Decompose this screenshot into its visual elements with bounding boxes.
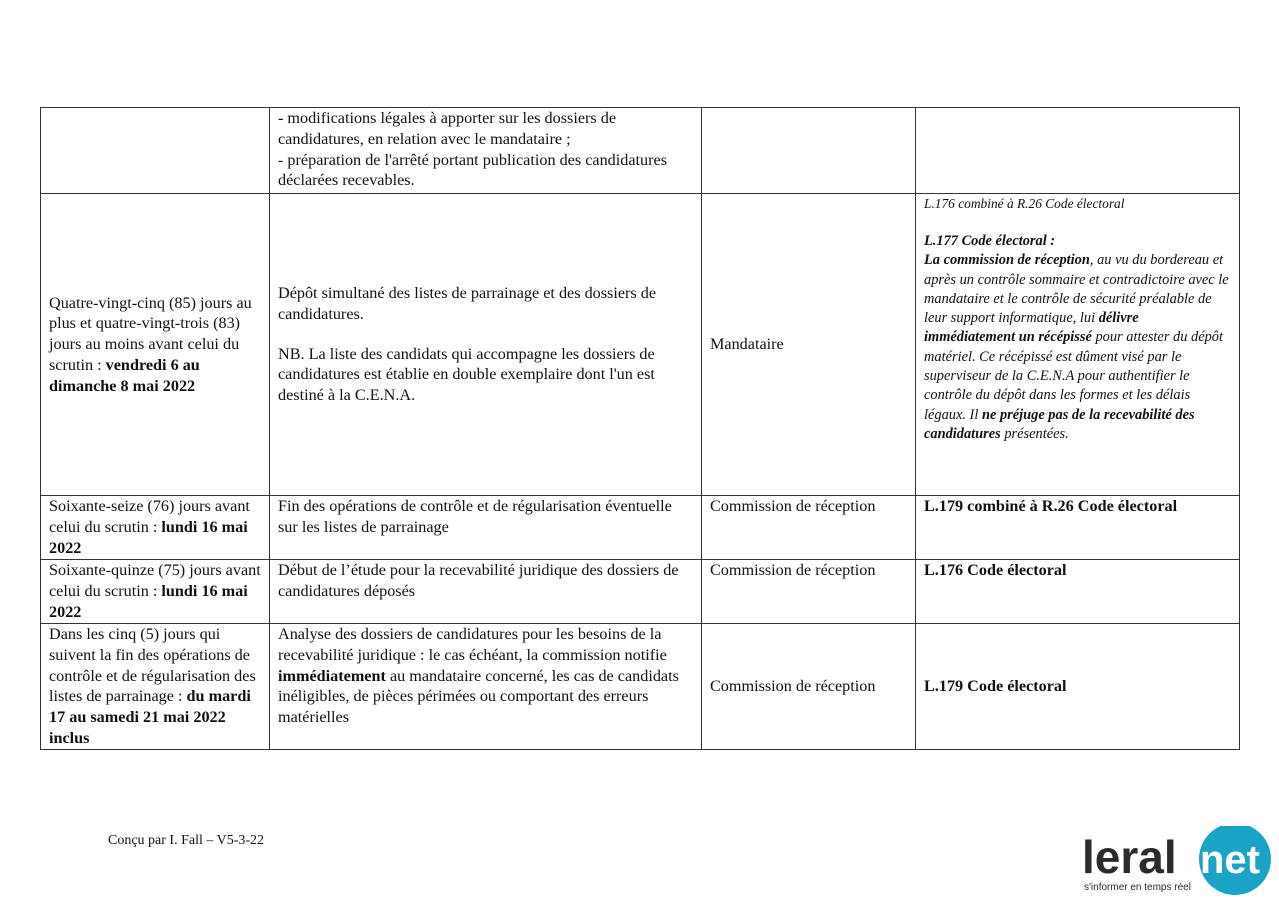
legal-cell: L.179 combiné à R.26 Code électoral	[916, 496, 1240, 560]
leralnet-logo	[1080, 826, 1276, 896]
table-row	[41, 496, 1240, 560]
schedule-table	[40, 107, 1240, 750]
operation-cell	[270, 194, 702, 496]
date-cell: Soixante-seize (76) jours avant celui du scrutin : lundi 16 mai 2022	[41, 496, 270, 560]
table-row	[41, 624, 1240, 750]
legal-cell	[916, 108, 1240, 194]
actor-cell: Commission de réception	[702, 624, 916, 750]
date-cell: Quatre-vingt-cinq (85) jours au plus et quatre-vingt-trois (83) jours au moins avant celui du scrutin : vendredi 6 au dimanche 8 mai 2022	[41, 194, 270, 496]
date-cell: Soixante-quinze (75) jours avant celui du scrutin : lundi 16 mai 2022	[41, 560, 270, 624]
date-cell	[41, 108, 270, 194]
logo-tagline: s'informer en temps réel	[1084, 882, 1191, 893]
operation-cell: Fin des opérations de contrôle et de régularisation éventuelle sur les listes de parrainage	[270, 496, 702, 560]
operation-cell	[270, 108, 702, 194]
legal-reference: L.176 combiné à R.26 Code électoral	[924, 196, 1125, 211]
table-row	[41, 194, 1240, 496]
operation-paragraph: Dépôt simultané des listes de parrainage et des dossiers de candidatures.	[278, 284, 657, 323]
operation-note: NB. La liste des candidats qui accompagne les dossiers de candidatures est établie en double exemplaire dont l'un est destiné à la C.E.N.A.	[278, 344, 655, 405]
date-cell: Dans les cinq (5) jours qui suivent la fin des opérations de contrôle et de régularisation des listes de parrainage : du mardi 17 au samedi 21 mai 2022 inclus	[41, 624, 270, 750]
operation-cell: Analyse des dossiers de candidatures pour les besoins de la recevabilité juridique : le cas échéant, la commission notifie immédiatement au mandataire concerné, les cas de candidats inéligibles, de pièces périmées ou comportant des erreurs matérielles	[270, 624, 702, 750]
legal-cell	[916, 194, 1240, 496]
logo-word-left: leral	[1082, 831, 1177, 883]
legal-cell: L.179 Code électoral	[916, 624, 1240, 750]
operation-cell: Début de l’étude pour la recevabilité juridique des dossiers de candidatures déposés	[270, 560, 702, 624]
legal-cell: L.176 Code électoral	[916, 560, 1240, 624]
actor-cell: Commission de réception	[702, 560, 916, 624]
legal-text: L.177 Code électoral : La commission de réception, au vu du bordereau et après un contrôle sommaire et contradictoire avec le mandataire et le contrôle de sécurité préalable de leur support informatique, lui délivre immédiatement un récépissé pour attester du dépôt matériel. Ce récépissé est dûment visé par le superviseur de la C.E.N.A pour authentifier le contrôle du dépôt dans les formes et les délais légaux. Il ne préjuge pas de la recevabilité des candidatures présentées.	[924, 233, 1229, 442]
actor-cell: Commission de réception	[702, 496, 916, 560]
logo-word-right: net	[1200, 838, 1260, 882]
table-row	[41, 108, 1240, 194]
footer-credit: Conçu par I. Fall – V5-3-22	[108, 833, 265, 848]
actor-cell: Mandataire	[702, 194, 916, 496]
actor-cell	[702, 108, 916, 194]
table-row	[41, 560, 1240, 624]
operation-line: - modifications légales à apporter sur les dossiers de candidatures, en relation avec le mandataire ;	[278, 109, 617, 148]
operation-line: - préparation de l'arrêté portant publication des candidatures déclarées recevables.	[278, 150, 668, 190]
